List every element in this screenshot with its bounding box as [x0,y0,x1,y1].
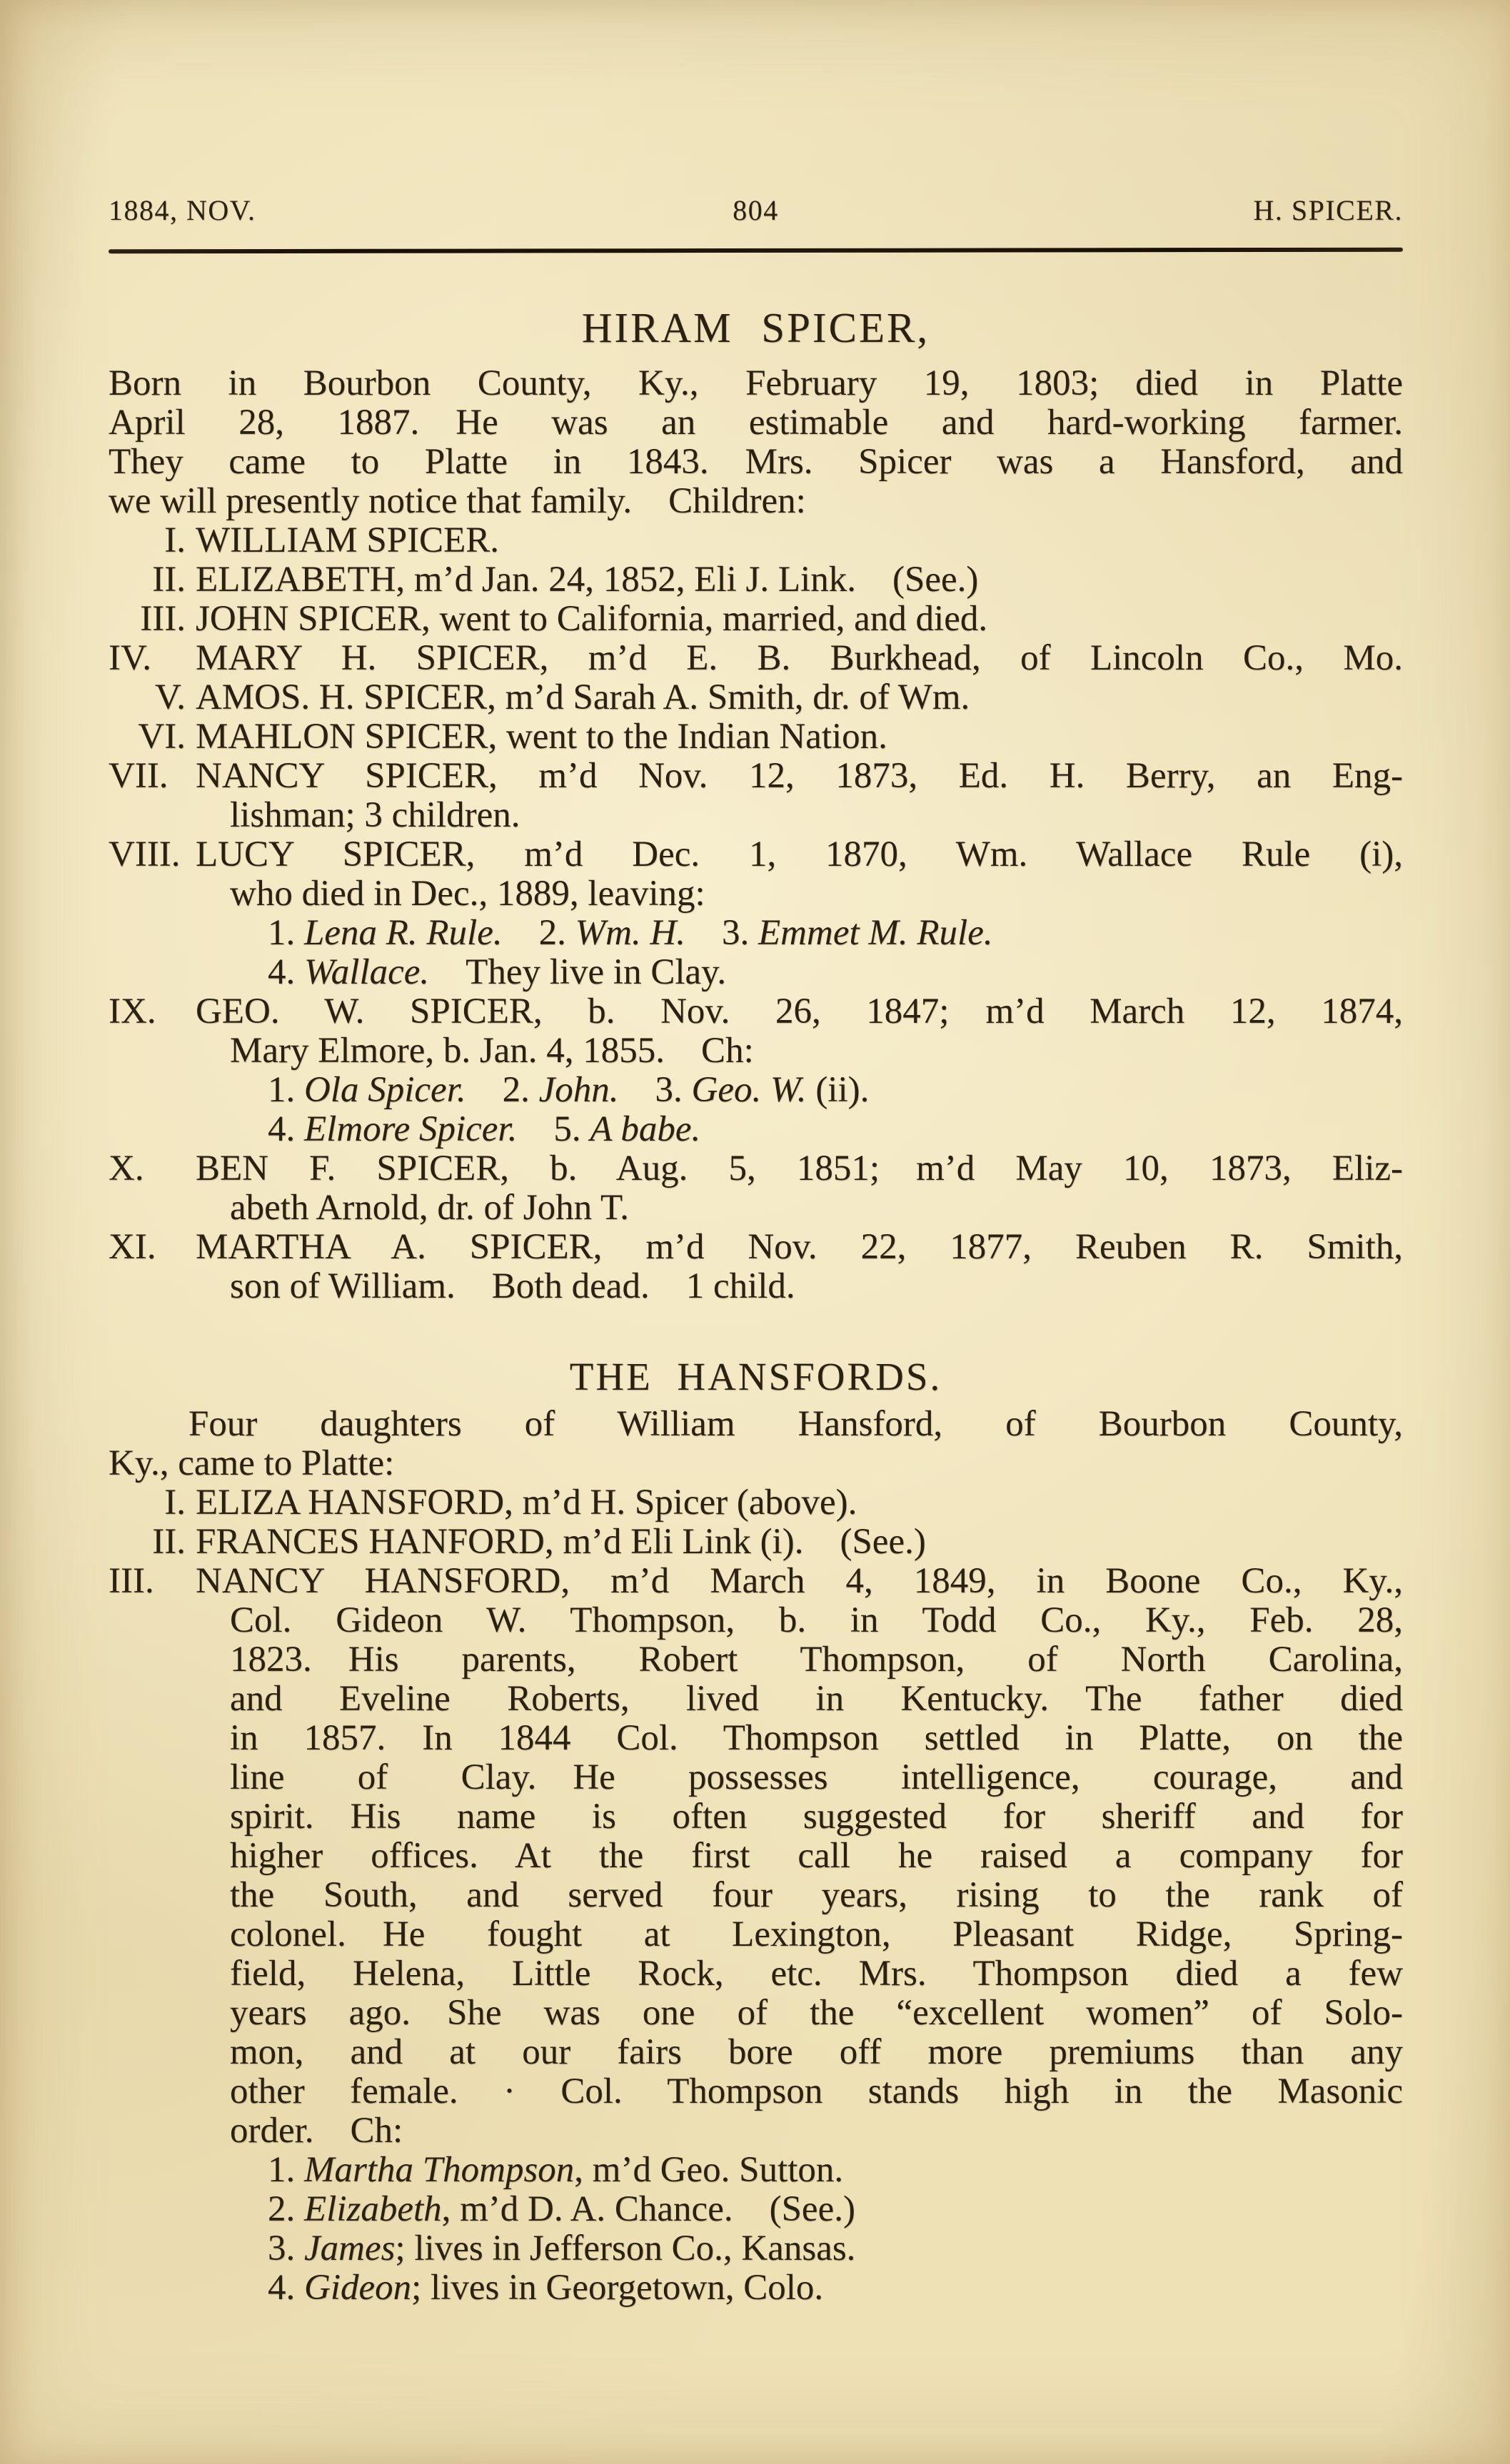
text-segment: mon, and at our fairs bore off more premiums than any [230,2032,1403,2072]
text-segment: ELIZABETH, m’d Jan. 24, 1852, Eli J. Link. (See.) [196,560,979,600]
text-line [109,678,1403,717]
text-segment: 2. [268,2189,304,2229]
italic-name: Gideon [304,2268,412,2308]
italic-name: John. [538,1070,619,1110]
text-segment: LUCY SPICER, m’d Dec. 1, 1870, Wm. Wallace Rule (i), [196,834,1403,874]
text-line [109,1149,1403,1188]
text-segment: 2. [465,1070,539,1110]
text-line [109,757,1403,796]
text-segment: Ky., came to Platte: [109,1443,395,1483]
italic-name: Wm. H. [575,913,686,953]
roman-numeral: II. [152,560,186,600]
text-line [109,639,1403,678]
text-segment: Born in Bourbon County, Ky., February 19, 1803; died in Platte [109,363,1403,403]
text-line [109,2072,1403,2111]
text-segment: AMOS. H. SPICER, m’d Sarah A. Smith, dr. of Wm. [196,677,970,717]
text-segment: ; lives in Jefferson Co., Kansas. [395,2228,856,2268]
text-segment: 3. [618,1070,692,1110]
roman-numeral: III. [109,1561,154,1601]
text-segment: 5. [517,1109,590,1149]
text-line [109,560,1403,600]
text-segment: WILLIAM SPICER. [196,520,499,560]
italic-name: Wallace. [304,952,430,992]
text-line [109,1837,1403,1876]
italic-name: A babe. [590,1109,701,1149]
page-number: 804 [733,194,779,226]
text-line [109,1523,1403,1562]
text-segment: 4. [268,2268,304,2308]
text-line [109,953,1403,992]
text-segment: MARTHA A. SPICER, m’d Nov. 22, 1877, Reuben R. Smith, [196,1227,1403,1267]
text-segment: and Eveline Roberts, lived in Kentucky. The father died [230,1679,1403,1719]
text-line [109,2229,1403,2268]
text-segment: 1. [268,1070,304,1110]
text-segment: 1. [268,913,304,953]
text-segment: field, Helena, Little Rock, etc. Mrs. Thompson died a few [230,1954,1403,1994]
text-segment: colonel. He fought at Lexington, Pleasant Ridge, Spring- [230,1914,1403,1954]
text-line [109,1444,1403,1483]
text-segment: 1. [268,2150,304,2190]
text-line [109,482,1403,521]
text-segment: son of William. Both dead. 1 child. [230,1266,795,1306]
roman-numeral: III. [140,599,186,639]
text-line [109,1110,1403,1149]
text-line [109,521,1403,560]
roman-numeral: IV. [109,638,151,678]
roman-numeral: VIII. [109,834,181,874]
text-line [109,1797,1403,1837]
text-segment: ; lives in Georgetown, Colo. [411,2268,824,2308]
text-line [109,1601,1403,1640]
italic-name: Elmore Spicer. [304,1109,518,1149]
text-segment: abeth Arnold, dr. of John T. [230,1188,630,1228]
section-title-hiram-spicer: HIRAM SPICER, [581,304,930,351]
text-line [109,1758,1403,1797]
text-segment: NANCY SPICER, m’d Nov. 12, 1873, Ed. H. Berry, an Eng- [196,756,1403,796]
page-header [109,0,1403,227]
text-segment: 1823. His parents, Robert Thompson, of North Carolina, [230,1640,1403,1680]
italic-name: Emmet M. Rule. [758,913,993,953]
text-line [109,1071,1403,1110]
italic-name: James [304,2228,396,2268]
text-segment: ELIZA HANSFORD, m’d H. Spicer (above). [196,1483,857,1523]
roman-numeral: VII. [109,756,168,796]
text-segment: 3. [268,2228,304,2268]
italic-name: Martha Thompson [304,2150,575,2190]
text-segment: FRANCES HANFORD, m’d Eli Link (i). (See.) [196,1522,926,1562]
text-segment: 4. [268,1109,304,1149]
hansfords-section [109,1405,1403,2308]
text-line [109,1719,1403,1758]
text-line [109,2151,1403,2190]
roman-numeral: VI. [138,717,186,757]
text-segment: we will presently notice that family. Children: [109,481,806,521]
text-segment: order. Ch: [230,2111,403,2151]
text-segment: GEO. W. SPICER, b. Nov. 26, 1847; m’d March 12, 1874, [196,991,1403,1031]
roman-numeral: IX. [109,991,156,1031]
text-line [109,364,1403,403]
text-line [109,835,1403,874]
text-line [109,1483,1403,1523]
text-segment: in 1857. In 1844 Col. Thompson settled in Platte, on the [230,1718,1403,1758]
text-segment: 4. [268,952,304,992]
text-segment: line of Clay. He possesses intelligence, courage, and [230,1757,1403,1797]
text-line [109,1562,1403,1601]
section-title-the-hansfords: THE HANSFORDS. [569,1355,942,1398]
text-line [109,600,1403,639]
text-line [109,1876,1403,1915]
text-segment: Col. Gideon W. Thompson, b. in Todd Co., Ky., Feb. 28, [230,1600,1403,1640]
text-line [109,2268,1403,2308]
text-segment: spirit. His name is often suggested for sheriff and for [230,1797,1403,1837]
text-line [109,2111,1403,2151]
text-line [109,717,1403,757]
text-segment: BEN F. SPICER, b. Aug. 5, 1851; m’d May 10, 1873, Eliz- [196,1148,1403,1188]
header-running-title: H. SPICER. [1253,194,1403,226]
text-segment: They live in Clay. [429,952,727,992]
text-segment: the South, and served four years, rising to the rank of [230,1875,1403,1915]
text-segment: 2. [502,913,575,953]
text-line [109,1267,1403,1306]
text-segment: , m’d D. A. Chance. (See.) [441,2189,855,2229]
text-segment: higher offices. At the first call he raised a company for [230,1836,1403,1876]
text-line [109,2033,1403,2072]
text-segment: lishman; 3 children. [230,795,520,835]
text-line [109,874,1403,914]
text-segment: JOHN SPICER, went to California, married, and died. [196,599,988,639]
text-segment: They came to Platte in 1843. Mrs. Spicer was a Hansford, and [109,442,1403,482]
text-segment: MARY H. SPICER, m’d E. B. Burkhead, of Lincoln Co., Mo. [196,638,1403,678]
text-segment: 3. [685,913,759,953]
text-line [109,992,1403,1031]
text-line [109,796,1403,835]
text-line [109,2190,1403,2229]
text-line [109,1031,1403,1071]
text-line [109,1954,1403,1994]
text-line [109,1228,1403,1267]
text-segment: MAHLON SPICER, went to the Indian Nation. [196,717,887,757]
text-segment: Mary Elmore, b. Jan. 4, 1855. Ch: [230,1031,754,1071]
text-segment: other female. · Col. Thompson stands high in the Masonic [230,2071,1403,2111]
text-segment: NANCY HANSFORD, m’d March 4, 1849, in Boone Co., Ky., [196,1561,1403,1601]
text-segment: April 28, 1887. He was an estimable and hard-working farmer. [109,403,1403,443]
header-rule [109,248,1403,254]
roman-numeral: X. [109,1148,144,1188]
text-line [109,1405,1403,1444]
italic-name: Elizabeth [304,2189,442,2229]
text-segment: Four daughters of William Hansford, of Bourbon County, [188,1404,1403,1444]
text-line [109,1915,1403,1954]
italic-name: Lena R. Rule. [304,913,503,953]
text-line [109,443,1403,482]
roman-numeral: XI. [109,1227,156,1267]
roman-numeral: I. [164,1483,186,1523]
italic-name: Ola Spicer. [304,1070,466,1110]
text-segment: (ii). [806,1070,870,1110]
text-line [109,1994,1403,2033]
hiram-spicer-section [109,364,1403,1306]
text-line [109,1640,1403,1680]
text-line [109,403,1403,443]
text-line [109,1188,1403,1228]
header-date: 1884, NOV. [109,194,256,226]
roman-numeral: I. [164,520,186,560]
roman-numeral: V. [154,677,186,717]
text-line [109,914,1403,953]
italic-name: Geo. W. [691,1070,807,1110]
text-line [109,1680,1403,1719]
text-segment: who died in Dec., 1889, leaving: [230,874,705,914]
roman-numeral: II. [152,1522,186,1562]
text-segment: years ago. She was one of the “excellent women” of Solo- [230,1993,1403,2033]
text-segment: , m’d Geo. Sutton. [574,2150,844,2190]
